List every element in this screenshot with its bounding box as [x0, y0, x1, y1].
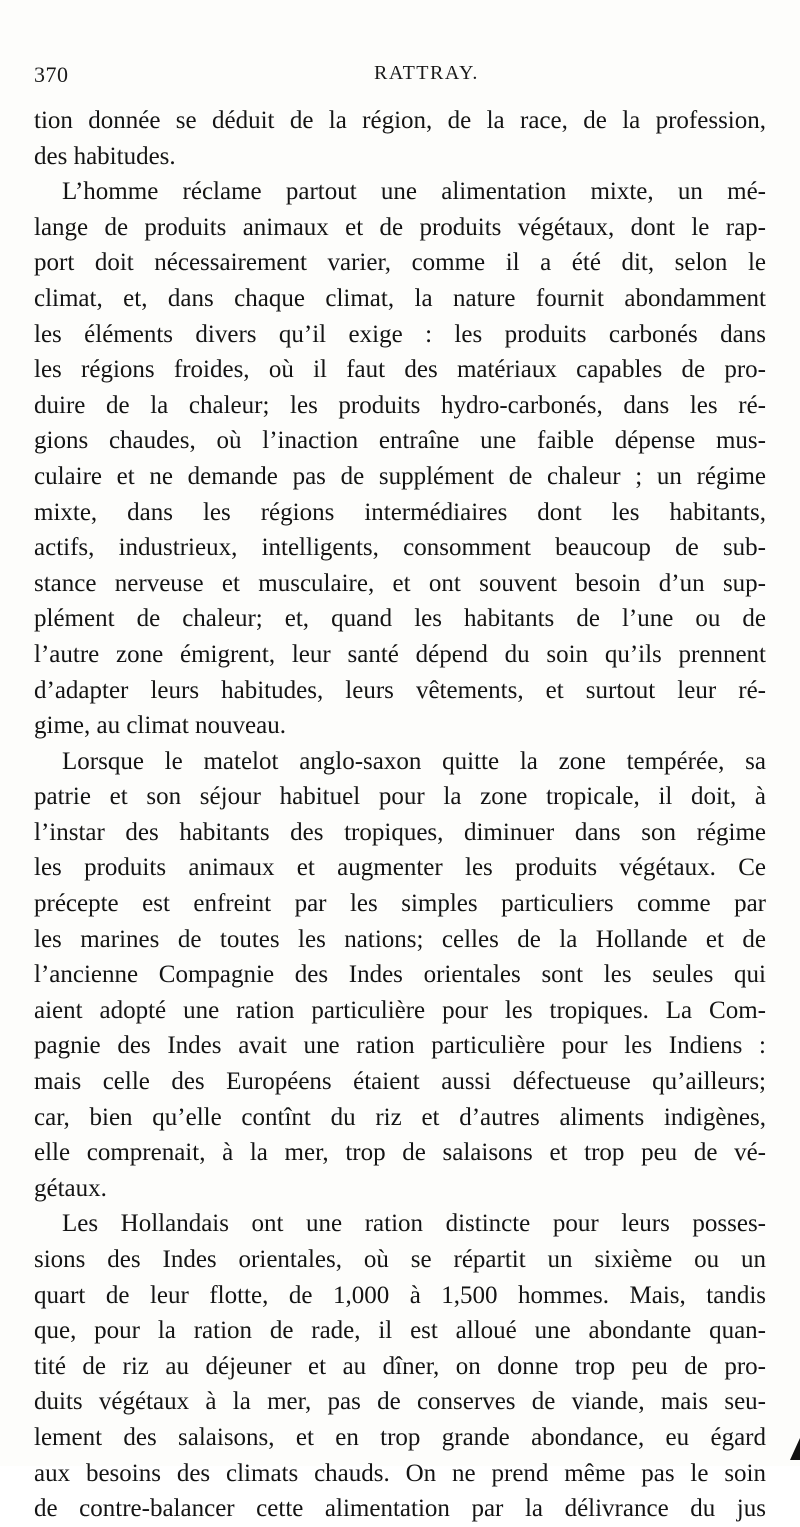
text-line: les éléments divers qu’il exige : les produits carbonés dans	[34, 320, 766, 348]
text-line: lement des salaisons, et en trop grande abondance, eu égard	[34, 1423, 766, 1451]
text-line: tité de riz au déjeuner et au dîner, on donne trop peu de pro-	[34, 1352, 766, 1380]
body-text	[34, 103, 766, 1527]
text-line: aient adopté une ration particulière pour les tropiques. La Com-	[34, 996, 766, 1024]
text-line: gime, au climat nouveau.	[34, 712, 287, 740]
text-line: l’autre zone émigrent, leur santé dépend du soin qu’ils prennent	[34, 640, 766, 668]
text-line: des habitudes.	[34, 142, 176, 170]
paragraph-first-line: L’homme réclame partout une alimentation mixte, un mé-	[62, 178, 766, 206]
text-line: gions chaudes, où l’inaction entraîne une faible dépense mus-	[34, 427, 766, 455]
text-line: d’adapter leurs habitudes, leurs vêtements, et surtout leur ré-	[34, 676, 766, 704]
text-line: elle comprenait, à la mer, trop de salaisons et trop peu de vé-	[34, 1139, 766, 1167]
text-line: car, bien qu’elle contînt du riz et d’autres aliments indigènes,	[34, 1103, 766, 1131]
paragraph-first-line: Les Hollandais ont une ration distincte pour leurs posses-	[62, 1210, 766, 1238]
text-line: l’instar des habitants des tropiques, diminuer dans son régime	[34, 818, 766, 846]
page-number: 370	[34, 62, 69, 87]
text-line: mixte, dans les régions intermédiaires dont les habitants,	[34, 498, 766, 526]
text-line: lange de produits animaux et de produits végétaux, dont le rap-	[34, 213, 766, 241]
text-line: port doit nécessairement varier, comme il a été dit, selon le	[34, 249, 766, 277]
text-line: tion donnée se déduit de la région, de la race, de la profession,	[34, 107, 766, 134]
paragraph-first-line: Lorsque le matelot anglo-saxon quitte la zone tempérée, sa	[62, 747, 766, 775]
text-line: les produits animaux et augmenter les produits végétaux. Ce	[34, 854, 766, 882]
text-line: patrie et son séjour habituel pour la zone tropicale, il doit, à	[34, 783, 766, 811]
text-line: plément de chaleur; et, quand les habitants de l’une ou de	[34, 605, 766, 633]
text-line: actifs, industrieux, intelligents, consomment beaucoup de sub-	[34, 534, 766, 562]
text-line: les régions froides, où il faut des matériaux capables de pro-	[34, 356, 766, 384]
text-line: pagnie des Indes avait une ration particulière pour les Indiens :	[34, 1032, 766, 1060]
text-line: climat, et, dans chaque climat, la nature fournit abondamment	[34, 284, 766, 312]
text-line: l’ancienne Compagnie des Indes orientales sont les seules qui	[34, 961, 766, 989]
text-line: duits végétaux à la mer, pas de conserves de viande, mais seu-	[34, 1388, 766, 1416]
running-head	[34, 62, 770, 92]
text-line: gétaux.	[34, 1174, 107, 1202]
text-line: aux besoins des climats chauds. On ne prend même pas le soin	[34, 1459, 766, 1487]
text-line: les marines de toutes les nations; celles de la Hollande et de	[34, 925, 766, 953]
text-line: culaire et ne demande pas de supplément de chaleur ; un régime	[34, 462, 766, 490]
text-line: sions des Indes orientales, où se répartit un sixième ou un	[34, 1246, 766, 1273]
text-line: quart de leur flotte, de 1,000 à 1,500 hommes. Mais, tandis	[34, 1281, 766, 1309]
page-edge-mark	[790, 1438, 800, 1460]
text-line: de contre-balancer cette alimentation par la délivrance du jus	[34, 1495, 766, 1523]
text-line: mais celle des Européens étaient aussi défectueuse qu’ailleurs;	[34, 1068, 766, 1096]
running-title: RATTRAY.	[374, 62, 479, 84]
text-line: stance nerveuse et musculaire, et ont souvent besoin d’un sup-	[34, 569, 766, 597]
text-line: précepte est enfreint par les simples particuliers comme par	[34, 890, 766, 918]
text-line: que, pour la ration de rade, il est alloué une abondante quan-	[34, 1317, 766, 1345]
text-line: duire de la chaleur; les produits hydro-carbonés, dans les ré-	[34, 391, 766, 419]
